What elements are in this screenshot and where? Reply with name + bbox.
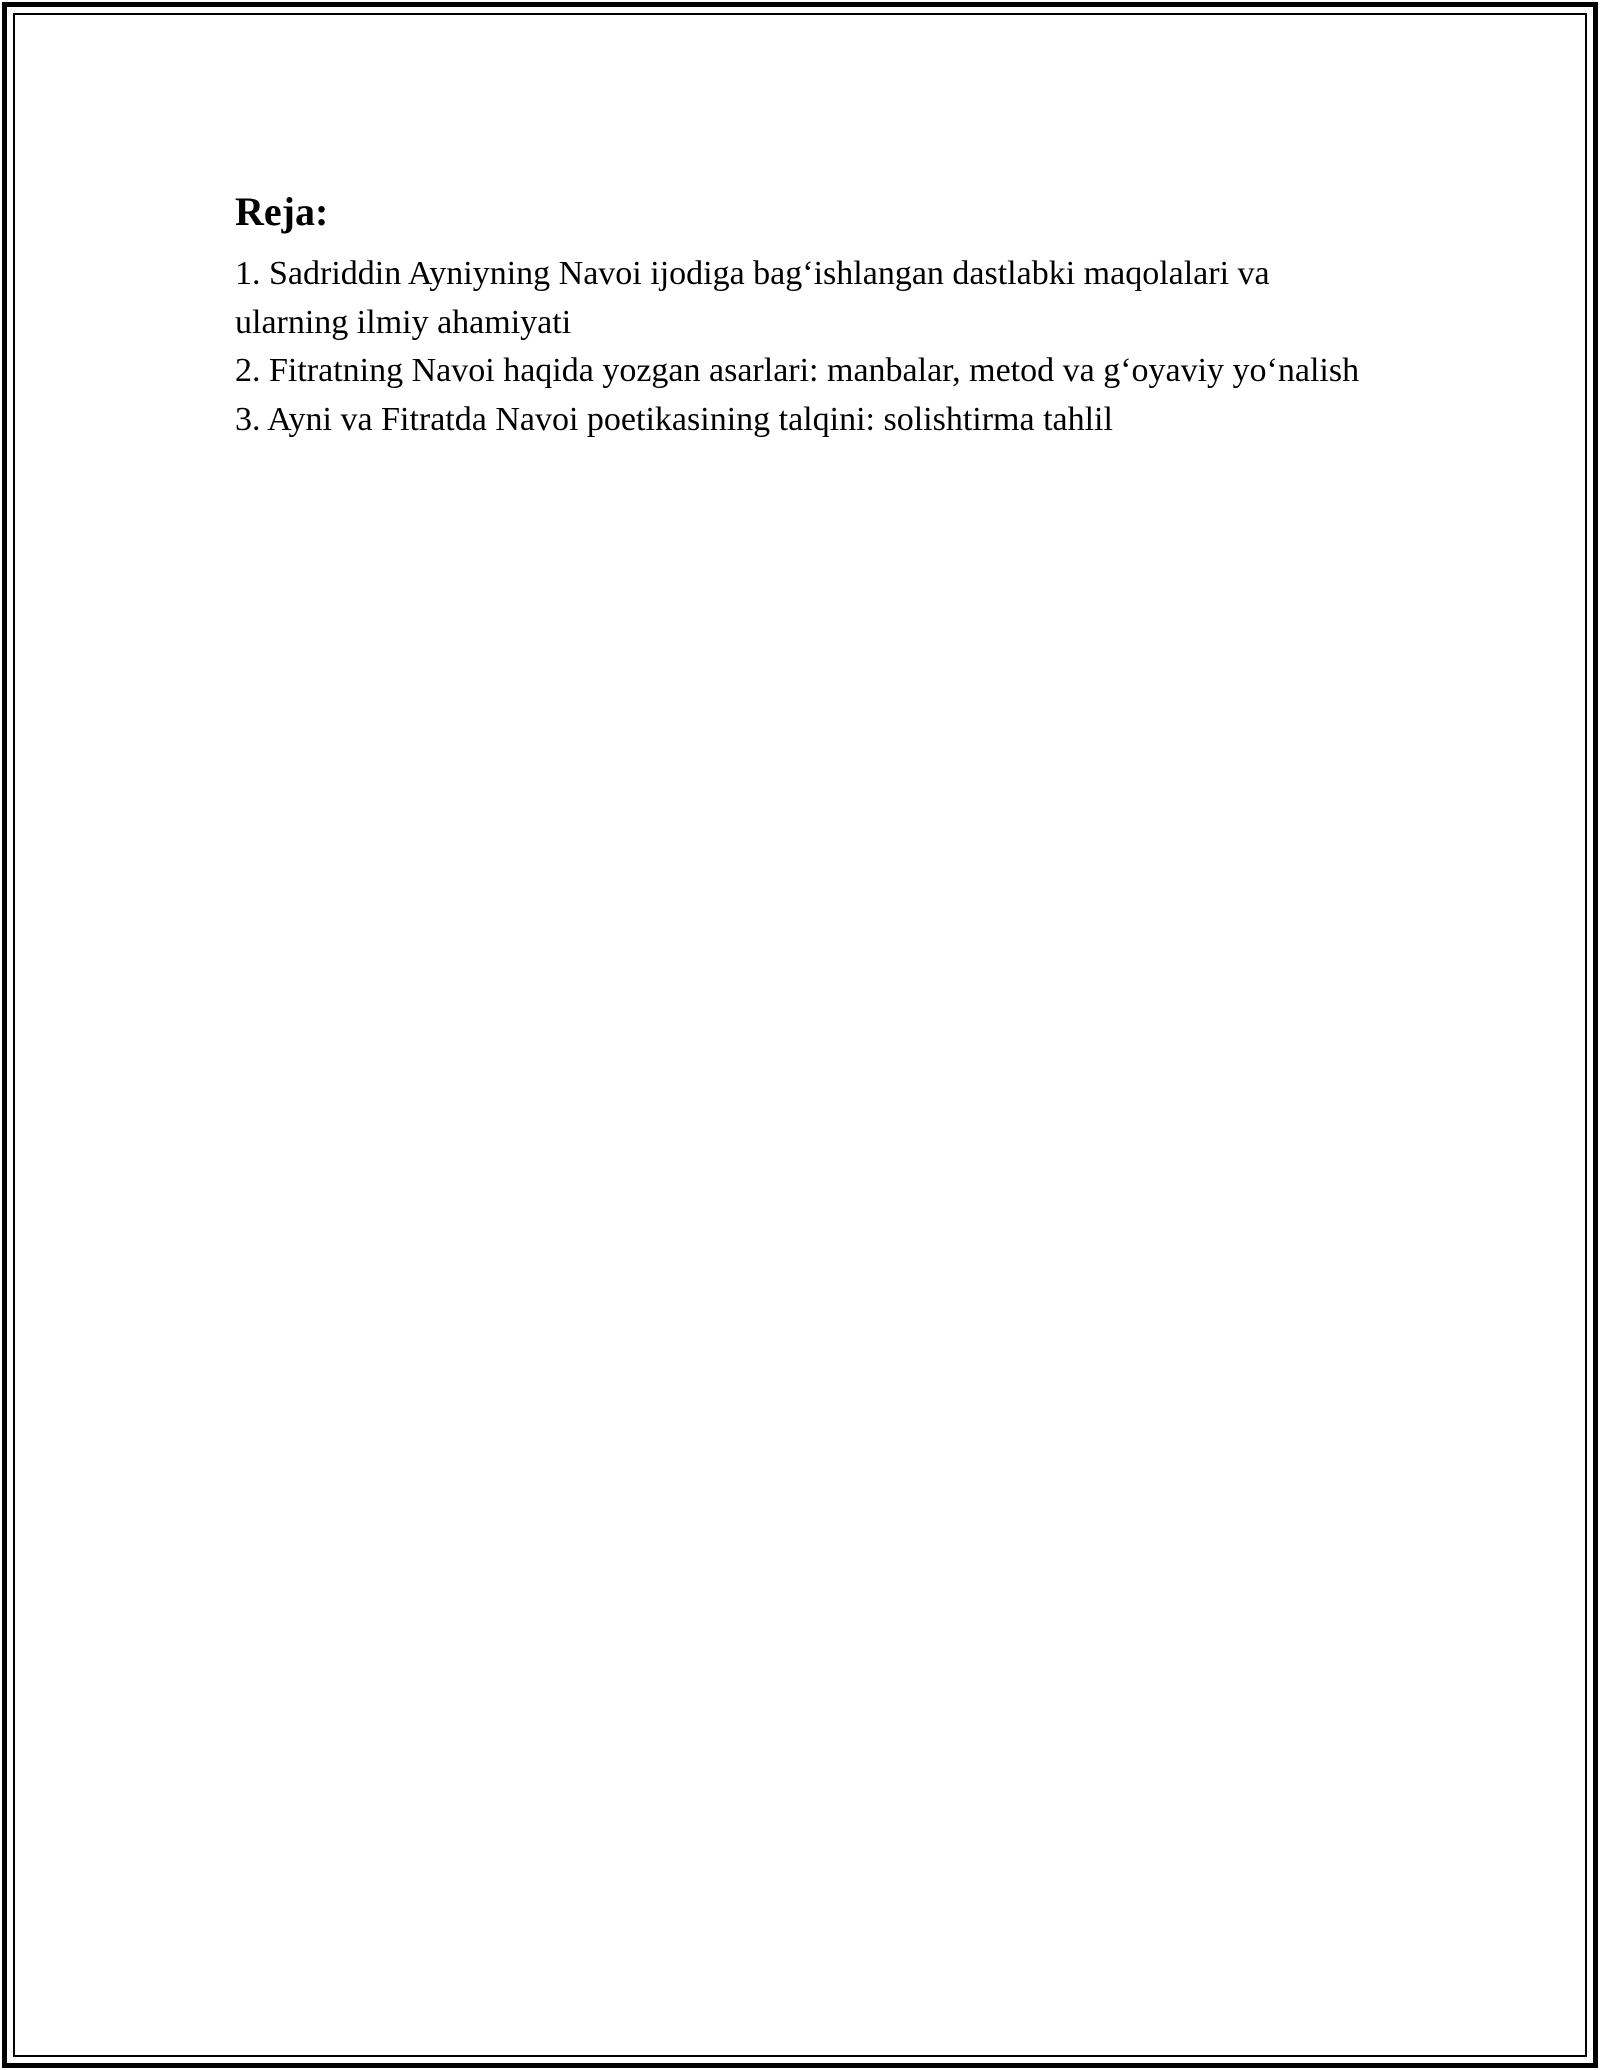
document-content — [235, 186, 1365, 444]
plan-item-1: 1. Sadriddin Ayniyning Navoi ijodiga bag‘ishlangan dastlabki maqolalari va ularning ilmiy ahamiyati — [235, 255, 1270, 341]
plan-item-3: 3. Ayni va Fitratda Navoi poetikasining talqini: solishtirma tahlil — [235, 400, 1113, 438]
plan-heading: Reja: — [235, 189, 329, 234]
plan-list — [235, 250, 1365, 444]
plan-item-2: 2. Fitratning Navoi haqida yozgan asarlari: manbalar, metod va g‘oyaviy yo‘nalish — [235, 352, 1360, 389]
